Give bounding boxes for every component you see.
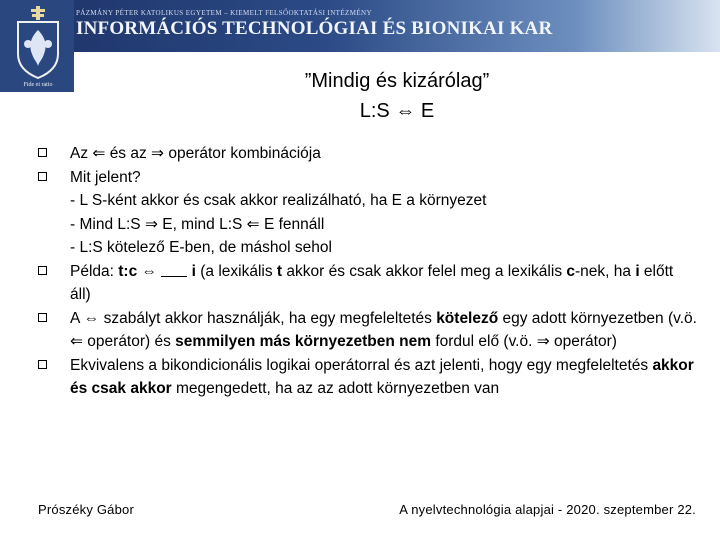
checkbox-bullet-icon — [38, 266, 47, 275]
bullet-item — [38, 166, 698, 190]
bullet-text: fordul elő (v.ö. ⇒ operátor) — [431, 333, 617, 350]
bullet-text: Ekvivalens a bikondicionális logikai operátorral és azt jelenti, hogy egy megfeleltetés — [70, 356, 653, 374]
bold-phrase: semmilyen más környezetben nem — [175, 333, 432, 350]
institution-name: PÁZMÁNY PÉTER KATOLIKUS EGYETEM – KIEMELT FELSŐOKTATÁSI INTÉZMÉNY — [76, 9, 372, 17]
bold-letter: i — [635, 262, 640, 280]
bullet-text: Mit jelent? — [70, 168, 141, 186]
slide-content — [38, 142, 698, 401]
bullet-item — [38, 142, 698, 166]
bullet-text: akkor és csak akkor felel meg a lexikális — [282, 262, 567, 280]
bullet-text: A — [70, 309, 84, 327]
title-line-1: ”Mindig és kizárólag” — [304, 70, 490, 92]
footer-author: Prószéky Gábor — [38, 502, 135, 517]
blank-underline — [161, 262, 187, 277]
sub-item: - L:S kötelező E-ben, de máshol sehol — [70, 239, 332, 256]
slide-title — [74, 66, 720, 126]
bullet-item — [38, 260, 698, 307]
bold-phrase: akkor és csak akkor — [70, 356, 694, 397]
bullet-text: megengedett, ha az az adott környezetben van — [171, 380, 500, 397]
bullet-text: (a lexikális — [195, 262, 277, 280]
sub-item: - Mind L:S ⇒ E, mind L:S ⇐ E fennáll — [70, 215, 325, 233]
checkbox-bullet-icon — [38, 148, 47, 157]
bullet-text: Példa: — [70, 262, 119, 280]
bullet-text: szabályt akkor használják, ha egy megfeleltetés — [99, 309, 437, 327]
checkbox-bullet-icon — [38, 172, 47, 181]
rule-context: i — [187, 262, 196, 280]
bold-letter: t — [276, 262, 283, 280]
footer-course-date: A nyelvtechnológia alapjai - 2020. szeptember 22. — [399, 502, 696, 517]
university-crest-icon — [10, 4, 66, 88]
bullet-item — [38, 307, 698, 354]
rule-example: t:c ⇔ — [118, 262, 162, 280]
logo-panel — [0, 0, 74, 92]
crest-motto: Fide et ratio — [23, 82, 53, 88]
bullet-text: egy adott környezetben (v.ö. ⇐ operátor) és — [70, 309, 697, 350]
bold-letter: c — [566, 262, 575, 280]
checkbox-bullet-icon — [38, 360, 47, 369]
bullet-item — [38, 354, 698, 401]
sub-item: - L S-ként akkor és csak akkor realizálható, ha E a környezet — [70, 192, 487, 209]
faculty-name: INFORMÁCIÓS TECHNOLÓGIAI ÉS BIONIKAI KAR — [76, 18, 553, 39]
checkbox-bullet-icon — [38, 313, 47, 322]
bold-phrase: kötelező — [436, 309, 499, 327]
title-line-2: L:S ⇔ E — [359, 100, 435, 122]
bullet-text: Az ⇐ és az ⇒ operátor kombinációja — [70, 145, 321, 162]
biconditional-symbol: ⇔ — [83, 309, 100, 327]
bullet-text: előtt áll) — [70, 262, 674, 303]
bullet-text: -nek, ha — [575, 262, 636, 280]
